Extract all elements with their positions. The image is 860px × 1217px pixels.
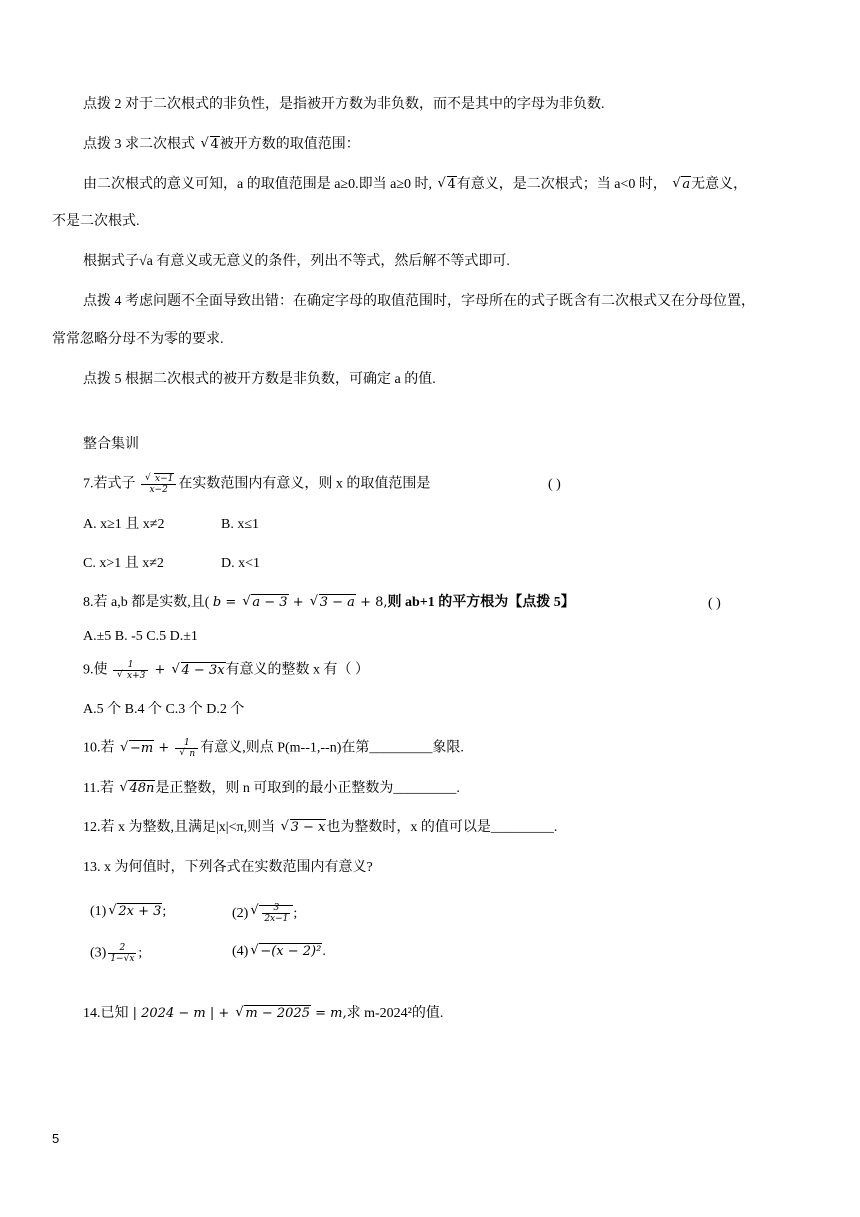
tip-5: 点拨 5 根据二次根式的被开方数是非负数，可确定 a 的值. <box>83 372 436 387</box>
math-operator: + <box>154 740 174 756</box>
q7-prefix: 7.若式子 <box>83 476 136 492</box>
math-operator: = <box>221 595 241 610</box>
sqrt-expression: √ 3 − x <box>281 819 327 837</box>
question-9 <box>83 660 369 681</box>
q9-prefix: 9.使 <box>83 662 108 678</box>
sqrt-expression: √ a − 3 <box>242 594 288 612</box>
math-operator: + <box>288 595 308 610</box>
tip-3-prefix: 点拨 3 求二次根式 <box>83 137 195 152</box>
item-label: (1) <box>90 904 107 919</box>
question-13: 13. x 为何值时，下列各式在实数范围内有意义? <box>83 860 373 875</box>
q7-text: 在实数范围内有意义，则 x 的取值范围是 <box>178 476 431 492</box>
fraction: 1 √ x+3 <box>113 660 148 681</box>
q9-text: 有意义的整数 x 有（ ） <box>225 662 370 678</box>
explanation-line-2: 不是二次根式. <box>52 214 140 229</box>
math-variable: b <box>212 595 222 610</box>
question-11 <box>83 780 460 798</box>
q8-text: 则 ab+1 的平方根为【点拨 5】 <box>387 595 575 610</box>
q7-option-d: D. x<1 <box>221 556 261 571</box>
tip-3-method: 根据式子√a 有意义或无意义的条件，列出不等式，然后解不等式即可. <box>83 254 510 269</box>
explanation-part-c: 无意义， <box>691 177 748 192</box>
sqrt-expression: √ 4 − 3x <box>172 662 226 680</box>
q7-option-b: B. x≤1 <box>221 517 260 532</box>
sqrt-expression: √ 4 <box>201 136 220 154</box>
item-end: ; <box>293 906 298 921</box>
q10-text: 有意义,则点 P(m--1,--n)在第_________象限. <box>200 740 464 756</box>
item-end: ; <box>162 904 167 919</box>
q13-item-3 <box>90 943 142 964</box>
math-expression: = m, <box>310 1006 347 1021</box>
q12-text: 也为整数时，x 的值可以是_________. <box>326 820 558 835</box>
question-14 <box>83 1005 443 1023</box>
sqrt-expression: √ 4 <box>438 176 457 194</box>
tip-3-suffix: 被开方数的取值范围： <box>219 137 360 152</box>
q11-text: 是正整数，则 n 可取到的最小正整数为_________. <box>155 781 460 796</box>
tip-4-line-2: 常常忽略分母不为零的要求. <box>52 332 224 347</box>
item-label: (4) <box>232 944 249 959</box>
sqrt-expression: √ −m <box>120 740 154 758</box>
item-label: (3) <box>90 945 107 961</box>
sqrt-expression: √ a <box>672 176 691 194</box>
question-12 <box>83 819 557 837</box>
tip-2: 点拨 2 对于二次根式的非负性，是指被开方数为非负数，而不是其中的字母为非负数. <box>83 97 605 112</box>
tip-3-explanation <box>83 176 747 194</box>
fraction: $\frac{2}{1-√x}$ <box>110 943 135 964</box>
question-8 <box>83 594 575 612</box>
explanation-part-b: 有意义，是二次根式；当 a<0 时， <box>456 177 667 192</box>
q13-item-4 <box>232 943 326 961</box>
sqrt-expression: √ 3 − a <box>310 594 356 612</box>
q9-options: A.5 个 B.4 个 C.3 个 D.2 个 <box>83 702 245 717</box>
math-term: + 8, <box>355 595 388 610</box>
q14-prefix: 14.已知 <box>83 1006 129 1021</box>
sqrt-expression: √ −(x − 2)² <box>250 943 322 961</box>
q10-prefix: 10.若 <box>83 740 115 756</box>
math-expression: | 2024 − m | + <box>128 1006 234 1021</box>
math-operator: + <box>150 662 170 678</box>
item-label: (2) <box>232 906 249 921</box>
q13-item-2 <box>232 903 297 924</box>
sqrt-expression: √ 48n <box>119 780 155 798</box>
question-7 <box>83 474 430 495</box>
section-title: 整合集训 <box>83 437 139 452</box>
sqrt-expression: √ $\frac{3}{2x-1}$ <box>250 903 293 924</box>
q8-prefix: 8.若 a,b 都是实数,且( <box>83 595 210 610</box>
answer-parentheses: ( ) <box>548 477 561 492</box>
tip-4-line-1: 点拨 4 考虑问题不全面导致出错：在确定字母的取值范围时，字母所在的式子既含有二次根式又在分母位置， <box>83 294 755 309</box>
fraction: √ $\frac{x-1}{x-2}$ <box>141 474 176 495</box>
answer-parentheses: ( ) <box>708 596 721 611</box>
item-end: ; <box>138 945 143 961</box>
question-10 <box>83 738 464 759</box>
q14-text: 求 m-2024²的值. <box>346 1006 444 1021</box>
q8-options: A.±5 B. -5 C.5 D.±1 <box>83 629 198 644</box>
fraction: 1 √ n <box>175 738 198 759</box>
q7-option-c: C. x>1 且 x≠2 <box>83 556 164 571</box>
item-end: . <box>322 944 326 959</box>
q11-prefix: 11.若 <box>83 781 114 796</box>
q7-option-a: A. x≥1 且 x≠2 <box>83 517 165 532</box>
q13-item-1 <box>90 903 166 921</box>
sqrt-expression: √ m − 2025 <box>235 1005 311 1023</box>
sqrt-expression: √ 2x + 3 <box>108 903 162 921</box>
tip-3 <box>83 136 360 154</box>
q12-prefix: 12.若 x 为整数,且满足|x|<π,则当 <box>83 820 276 835</box>
explanation-part-a: 由二次根式的意义可知，a 的取值范围是 a≥0.即当 a≥0 时, <box>83 177 433 192</box>
page-number: 5 <box>52 1131 60 1146</box>
